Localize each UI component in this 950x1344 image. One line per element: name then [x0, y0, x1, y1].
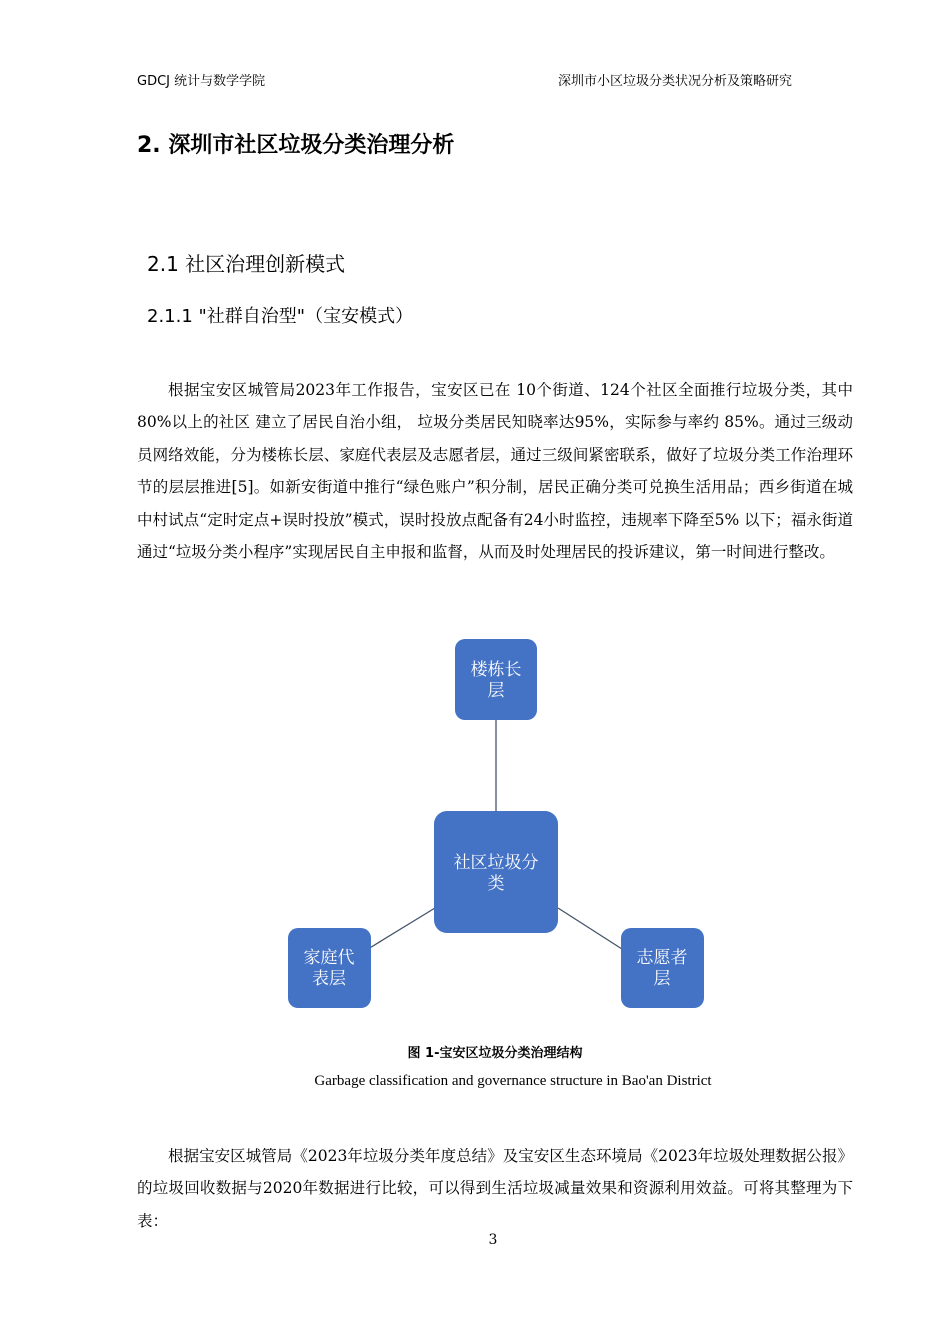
node-right-line2: 层 [653, 969, 671, 989]
connector-right [558, 908, 622, 949]
body-paragraph-2: 根据宝安区城管局《2023年垃圾分类年度总结》及宝安区生态环境局《2023年垃圾处理数据公报》的垃圾回收数据与2020年数据进行比较，可以得到生活垃圾减量效果和资源利用效益。可将其整理为下表： [137, 1146, 853, 1230]
node-center-line1: 社区垃圾分 [453, 853, 539, 873]
node-left-line1: 家庭代 [303, 948, 355, 968]
node-top-line1: 楼栋长 [470, 660, 522, 680]
figure-caption: 图 1-宝安区垃圾分类治理结构 [407, 1046, 583, 1061]
node-center [434, 811, 558, 933]
node-right-line1: 志愿者 [636, 948, 688, 968]
subsubsection-heading: 2.1.1 "社群自治型"（宝安模式） [147, 306, 414, 327]
page-number: 3 [488, 1232, 498, 1248]
header-institution: GDCJ 统计与数学学院 [137, 74, 266, 89]
node-left [288, 928, 371, 1008]
node-top-line2: 层 [487, 681, 505, 701]
governance-diagram [280, 635, 710, 1015]
section-heading: 2. 深圳市社区垃圾分类治理分析 [137, 133, 455, 158]
node-top [455, 639, 537, 720]
header-document-title: 深圳市小区垃圾分类状况分析及策略研究 [557, 74, 792, 89]
node-left-line2: 表层 [312, 969, 346, 989]
node-right [621, 928, 704, 1008]
connector-left [368, 908, 435, 949]
body-paragraph-1: 根据宝安区城管局2023年工作报告，宝安区已在 10个街道、124个社区全面推行垃圾分类，其中 80%以上的社区 建立了居民自治小组， 垃圾分类居民知晓率达95%，实际参与率约 85%。通过三级动员网络效能，分为楼栋长层、家庭代表层及志愿者层，通过三级间紧密联系，做好了垃圾分类工作治理环节的层层推进[5]。如新安街道中推行“绿色账户”积分制，居民正确分类可兑换生活用品；西乡街道在城中村试点“定时定点+误时投放”模式，误时投放点配备有24小时监控，违规率下降至5% 以下；福永街道通过“垃圾分类小程序”实现居民自主申报和监督，从而及时处理居民的投诉建议，第一时间进行整改。 [137, 380, 853, 562]
subsection-heading: 2.1 社区治理创新模式 [147, 252, 346, 276]
figure-caption-english: Garbage classification and governance structure in Bao'an District [314, 1073, 712, 1089]
node-center-line2: 类 [487, 874, 505, 894]
